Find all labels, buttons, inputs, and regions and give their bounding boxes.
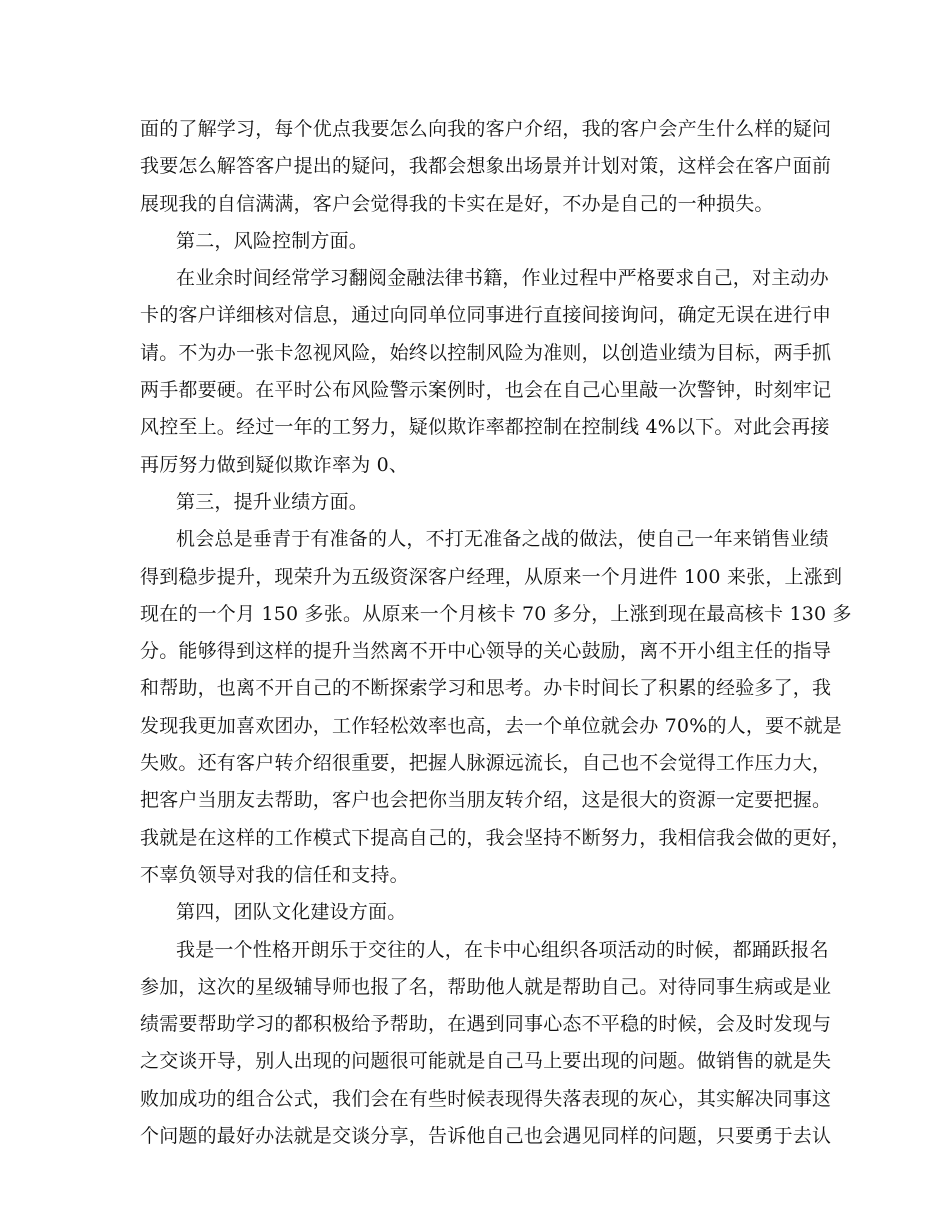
text-line: 绩需要帮助学习的都积极给予帮助，在遇到同事心态不平稳的时候，会及时发现与: [140, 1013, 832, 1036]
text-line: 我要怎么解答客户提出的疑问，我都会想象出场景并计划对策，这样会在客户面前: [140, 155, 832, 178]
text-line: 我就是在这样的工作模式下提高自己的，我会坚持不断努力，我相信我会做的更好，: [140, 826, 851, 849]
text-line: 请。不为办一张卡忽视风险，始终以控制风险为准则，以创造业绩为目标，两手抓: [140, 341, 832, 364]
text-line: 风控至上。经过一年的工努力，疑似欺诈率都控制在控制线 4%以下。对此会再接: [140, 416, 830, 439]
paragraph-start-line: 机会总是垂青于有准备的人，不打无准备之战的做法，使自己一年来销售业绩: [176, 528, 829, 551]
text-line: 败加成功的组合公式，我们会在有些时候表现得失落表现的灰心，其实解决同事这: [140, 1087, 832, 1110]
text-line: 和帮助，也离不开自己的不断探索学习和思考。办卡时间长了积累的经验多了，我: [140, 677, 832, 700]
text-line: 分。能够得到这样的提升当然离不开中心领导的关心鼓励，离不开小组主任的指导: [140, 640, 832, 663]
text-line: 把客户当朋友去帮助，客户也会把你当朋友转介绍，这是很大的资源一定要把握。: [140, 789, 832, 812]
paragraph-start-line: 第二，风险控制方面。: [176, 229, 369, 252]
text-line: 卡的客户详细核对信息，通过向同单位同事进行直接间接询问，确定无误在进行申: [140, 304, 832, 327]
text-line: 参加，这次的星级辅导师也报了名，帮助他人就是帮助自己。对待同事生病或是业: [140, 975, 832, 998]
paragraph-start-line: 我是一个性格开朗乐于交往的人，在卡中心组织各项活动的时候，都踊跃报名: [176, 938, 829, 961]
text-line: 个问题的最好办法就是交谈分享，告诉他自己也会遇见同样的问题，只要勇于去认: [140, 1125, 832, 1148]
text-line: 失败。还有客户转介绍很重要，把握人脉源远流长，自己也不会觉得工作压力大，: [140, 752, 832, 775]
text-line: 得到稳步提升，现荣升为五级资深客户经理，从原来一个月进件 100 来张，上涨到: [140, 565, 843, 588]
text-line: 发现我更加喜欢团办，工作轻松效率也高，去一个单位就会办 70%的人，要不就是: [140, 714, 842, 737]
text-line: 展现我的自信满满，客户会觉得我的卡实在是好，不办是自己的一种损失。: [140, 192, 774, 215]
paragraph-start-line: 第三，提升业绩方面。: [176, 490, 369, 513]
paragraph-start-line: 在业余时间经常学习翻阅金融法律书籍，作业过程中严格要求自己，对主动办: [176, 267, 829, 290]
text-line: 再厉努力做到疑似欺诈率为 0、: [140, 453, 409, 476]
text-line: 两手都要硬。在平时公布风险警示案例时，也会在自己心里敲一次警钟，时刻牢记: [140, 379, 832, 402]
text-line: 之交谈开导，别人出现的问题很可能就是自己马上要出现的问题。做销售的就是失: [140, 1050, 832, 1073]
document-body: [140, 111, 852, 1155]
paragraph-start-line: 第四，团队文化建设方面。: [176, 901, 407, 924]
text-line: 现在的一个月 150 多张。从原来一个月核卡 70 多分，上涨到现在最高核卡 130 多: [140, 602, 852, 625]
text-line: 不辜负领导对我的信任和支持。: [140, 863, 409, 886]
text-line: 面的了解学习，每个优点我要怎么向我的客户介绍，我的客户会产生什么样的疑问: [140, 118, 832, 140]
